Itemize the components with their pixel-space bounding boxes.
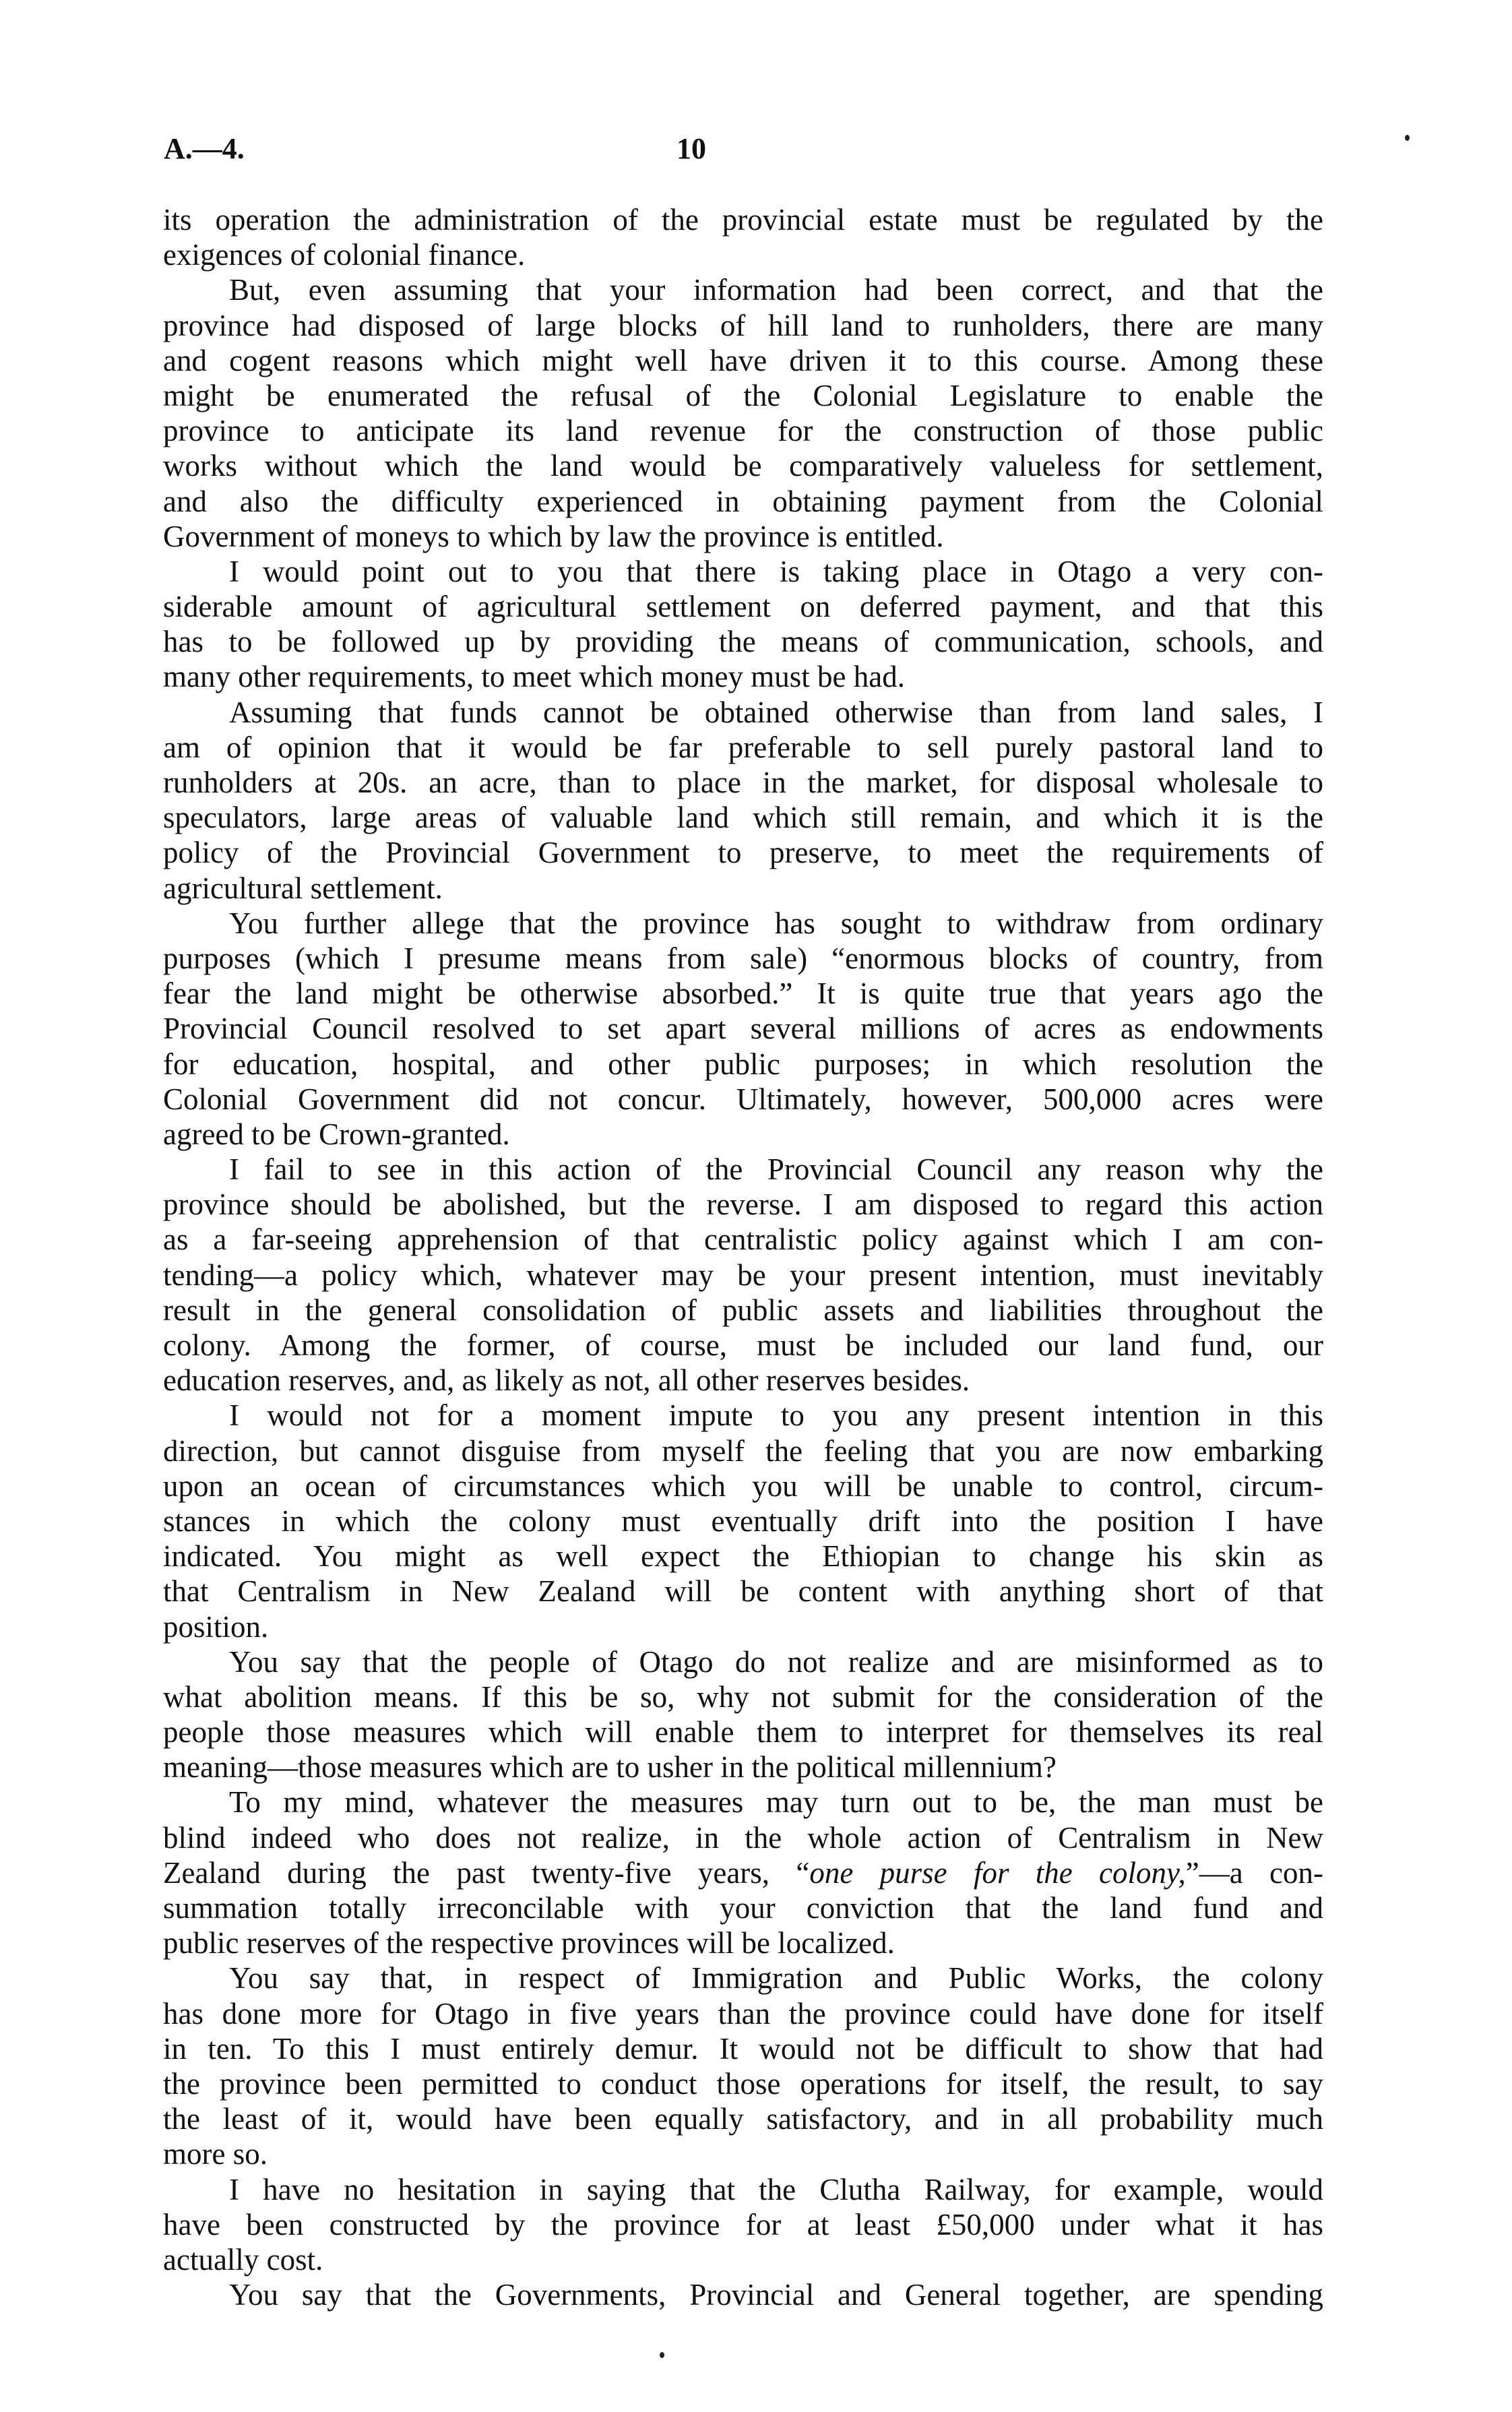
- text-line: I have no hesitation in saying that the Clutha Railway, for example, would: [229, 2172, 1323, 2206]
- text-line: the province been permitted to conduct those operations for itself, the result, to say: [163, 2066, 1323, 2101]
- text-line: has to be followed up by providing the means of communication, schools, and: [163, 625, 1323, 659]
- text-line: province to anticipate its land revenue for the construction of those public: [163, 414, 1323, 448]
- text-line: [163, 1855, 1323, 1890]
- text-line: position.: [163, 1609, 269, 1644]
- text-line: more so.: [163, 2137, 267, 2171]
- document-reference: A.—4.: [164, 132, 245, 165]
- text-line: stances in which the colony must eventually drift into the position I have: [163, 1504, 1323, 1538]
- text-line: that Centralism in New Zealand will be content with anything short of that: [163, 1574, 1323, 1609]
- text-line: in ten. To this I must entirely demur. It would not be difficult to show that had: [163, 2031, 1323, 2066]
- text-line: province should be abolished, but the reverse. I am disposed to regard this action: [163, 1187, 1323, 1222]
- text-line: summation totally irreconcilable with your conviction that the land fund and: [163, 1891, 1323, 1925]
- text-line: direction, but cannot disguise from myself the feeling that you are now embarking: [163, 1433, 1323, 1468]
- text-line: public reserves of the respective provinces will be localized.: [163, 1926, 895, 1960]
- text-line: indicated. You might as well expect the Ethiopian to change his skin as: [163, 1539, 1323, 1574]
- text-line: You say that the people of Otago do not realize and are misinformed as to: [229, 1644, 1323, 1679]
- text-line: tending—a policy which, whatever may be your present intention, must inevitably: [163, 1258, 1323, 1292]
- text-line: Assuming that funds cannot be obtained otherwise than from land sales, I: [229, 695, 1323, 729]
- text-line: policy of the Provincial Government to preserve, to meet the requirements of: [163, 836, 1323, 870]
- text-line: upon an ocean of circumstances which you will be unable to control, circum-: [163, 1468, 1323, 1503]
- text-line: agricultural settlement.: [163, 871, 443, 905]
- text-line: people those measures which will enable them to interpret for themselves its real: [163, 1715, 1323, 1750]
- text-line: might be enumerated the refusal of the Colonial Legislature to enable the: [163, 378, 1323, 412]
- text-line: Provincial Council resolved to set apart several millions of acres as endowments: [163, 1012, 1323, 1046]
- text-line: actually cost.: [163, 2242, 323, 2277]
- text-line: result in the general consolidation of public assets and liabilities throughout the: [163, 1293, 1323, 1327]
- speck-mark: [1405, 135, 1410, 141]
- text-line: works without which the land would be comparatively valueless for settlement,: [163, 449, 1323, 483]
- text-line: fear the land might be otherwise absorbed.” It is quite true that years ago the: [163, 977, 1323, 1011]
- text-segment: ”—a con-: [1185, 1855, 1323, 1890]
- text-line: education reserves, and, as likely as not, all other reserves besides.: [163, 1363, 970, 1398]
- text-line: many other requirements, to meet which money must be had.: [163, 660, 905, 694]
- text-line: You say that the Governments, Provincial and General together, are spending: [229, 2278, 1323, 2312]
- text-line: and also the difficulty experienced in obtaining payment from the Colonial: [163, 484, 1323, 518]
- text-line: what abolition means. If this be so, why not submit for the consideration of the: [163, 1679, 1323, 1714]
- text-line: as a far-seeing apprehension of that centralistic policy against which I am con-: [163, 1223, 1323, 1257]
- text-line: Colonial Government did not concur. Ultimately, however, 500,000 acres were: [163, 1082, 1323, 1116]
- text-line: have been constructed by the province for at least £50,000 under what it has: [163, 2207, 1323, 2241]
- text-line: for education, hospital, and other public purposes; in which resolution the: [163, 1047, 1323, 1081]
- text-line: You say that, in respect of Immigration and Public Works, the colony: [229, 1961, 1323, 1996]
- speck-mark: [660, 2352, 664, 2358]
- text-line: and cogent reasons which might well have driven it to this course. Among these: [163, 343, 1323, 377]
- text-line: colony. Among the former, of course, must be included our land fund, our: [163, 1328, 1323, 1362]
- text-line: purposes (which I presume means from sale) “enormous blocks of country, from: [163, 941, 1323, 975]
- text-line: blind indeed who does not realize, in the whole action of Centralism in New: [163, 1820, 1323, 1855]
- text-line: its operation the administration of the provincial estate must be regulated by the: [163, 203, 1323, 237]
- text-line: am of opinion that it would be far preferable to sell purely pastoral land to: [163, 730, 1323, 764]
- text-segment: Zealand during the past twenty-five years, “: [163, 1855, 810, 1890]
- text-line: runholders at 20s. an acre, than to place in the market, for disposal wholesale to: [163, 766, 1323, 799]
- text-line: To my mind, whatever the measures may turn out to be, the man must be: [229, 1785, 1323, 1820]
- text-line: meaning—those measures which are to usher in the political millennium?: [163, 1750, 1057, 1785]
- text-line: province had disposed of large blocks of hill land to runholders, there are many: [163, 308, 1323, 342]
- text-line: I fail to see in this action of the Provincial Council any reason why the: [229, 1152, 1323, 1187]
- text-line: speculators, large areas of valuable land which still remain, and which it is the: [163, 801, 1323, 835]
- text-line: siderable amount of agricultural settlement on deferred payment, and that this: [163, 590, 1323, 624]
- text-line: I would not for a moment impute to you any present intention in this: [229, 1398, 1323, 1433]
- text-line: exigences of colonial finance.: [163, 238, 526, 272]
- text-line: But, even assuming that your information had been correct, and that the: [229, 273, 1323, 307]
- text-line: Government of moneys to which by law the province is entitled.: [163, 519, 944, 553]
- page-number: 10: [676, 132, 706, 165]
- body-text: [163, 202, 1323, 2312]
- text-line: You further allege that the province has sought to withdraw from ordinary: [229, 906, 1323, 940]
- text-line: the least of it, would have been equally satisfactory, and in all probability much: [163, 2102, 1323, 2136]
- text-line: I would point out to you that there is taking place in Otago a very con-: [229, 554, 1323, 588]
- italic-quote: one purse for the colony,: [809, 1855, 1186, 1890]
- text-line: agreed to be Crown-granted.: [163, 1117, 510, 1151]
- text-line: has done more for Otago in five years than the province could have done for itself: [163, 1996, 1323, 2031]
